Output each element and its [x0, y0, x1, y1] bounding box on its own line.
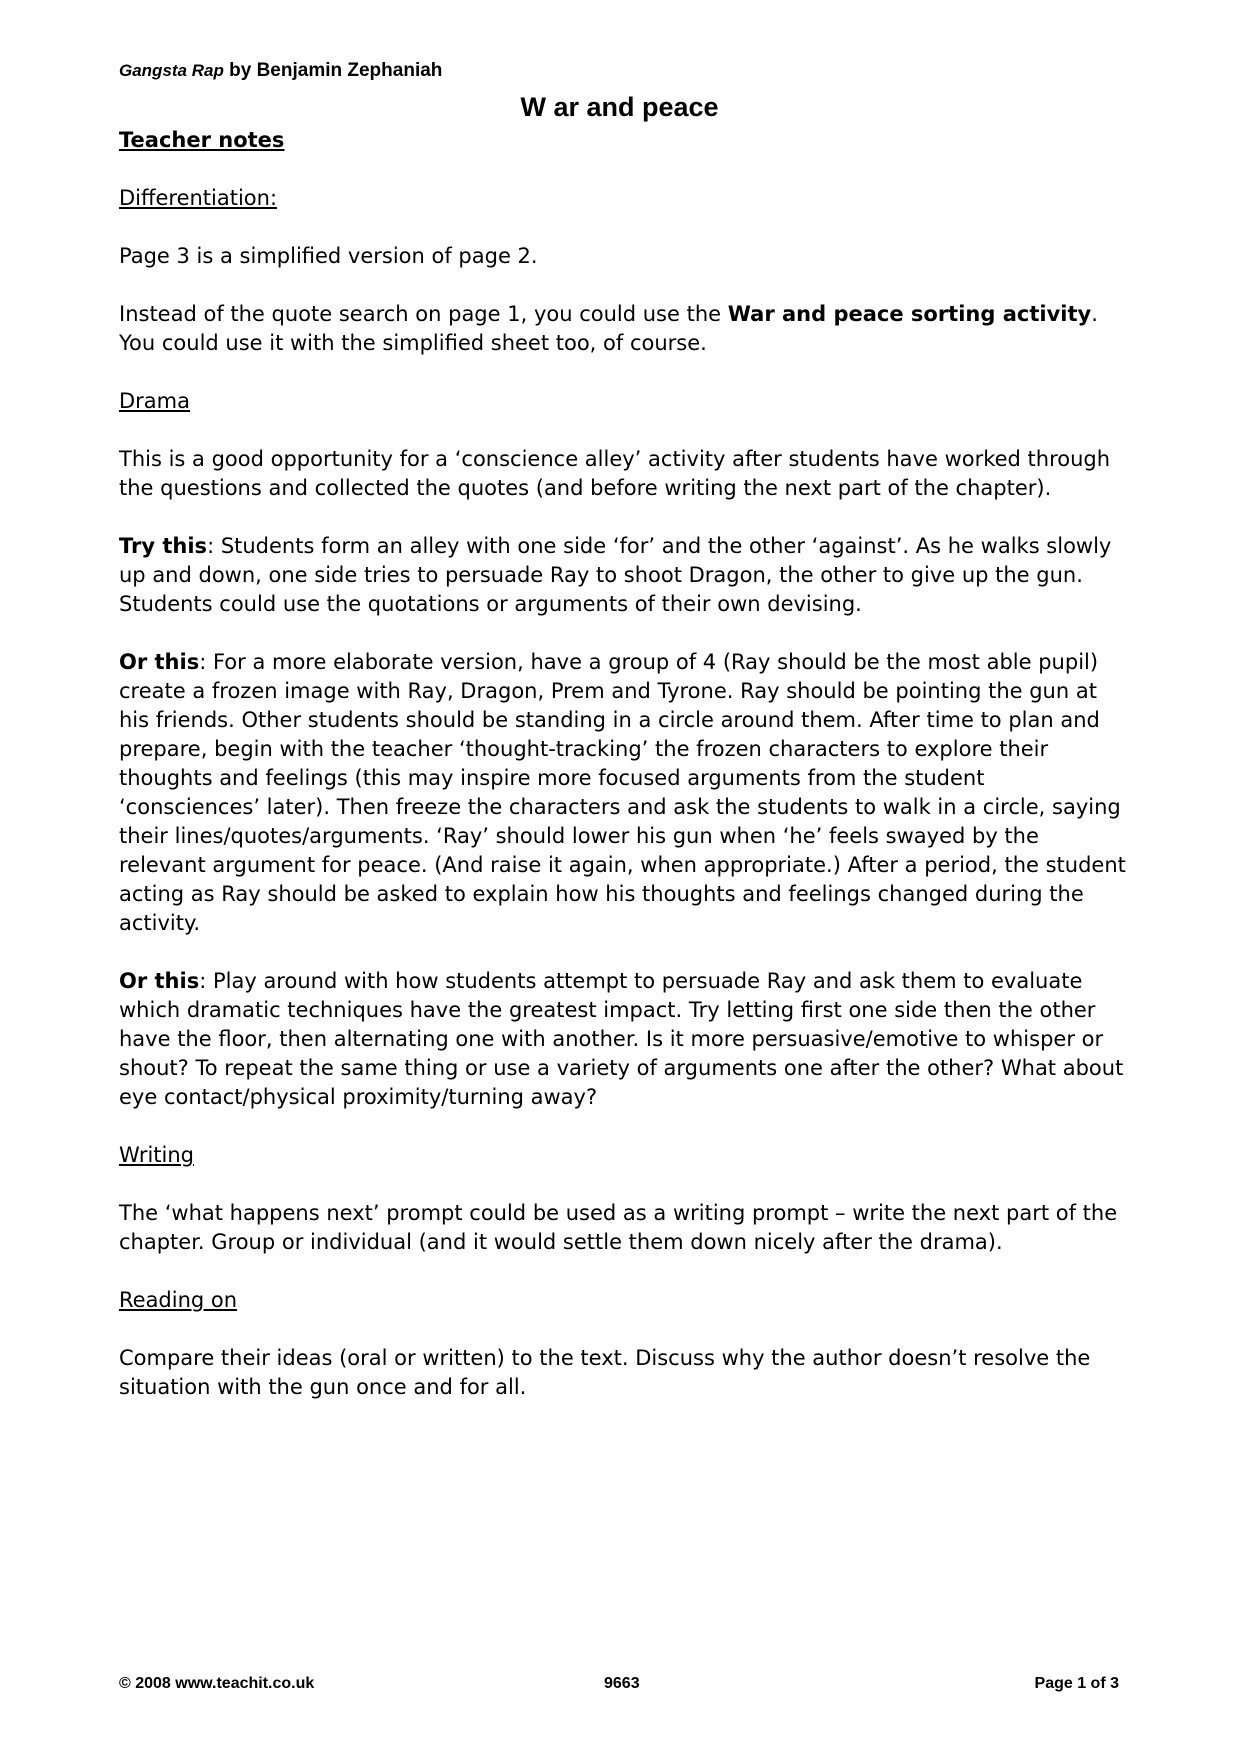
try-this-paragraph [119, 532, 1129, 619]
or-this-paragraph-1 [119, 648, 1129, 938]
book-title: Gangsta Rap [119, 61, 224, 80]
running-header [119, 60, 442, 82]
teacher-notes-heading: Teacher notes [119, 128, 285, 152]
page-title-text: W ar and peace [520, 92, 719, 122]
differentiation-heading: Differentiation: [119, 186, 278, 210]
writing-paragraph: The ‘what happens next’ prompt could be used as a writing prompt – write the next part of the chapter. Group or individual (and it would settle them down nicely after the drama). [119, 1201, 1118, 1254]
author-byline: by Benjamin Zephaniah [223, 60, 443, 81]
reading-on-heading: Reading on [119, 1288, 238, 1312]
try-this-text: : Students form an alley with one side ‘for’ and the other ‘against’. As he walks slowly up and down, one side tries to persuade Ray to shoot Dragon, the other to give up the gun. Students could use the quotations or arguments of their own devising. [119, 534, 1112, 616]
reading-on-paragraph: Compare their ideas (oral or written) to the text. Discuss why the author doesn’t resolve the situation with the gun once and for all. [119, 1346, 1091, 1399]
main-content [119, 126, 1129, 1431]
footer-copyright: © 2008 www.teachit.co.uk [119, 1675, 315, 1692]
drama-paragraph-1: This is a good opportunity for a ‘conscience alley’ activity after students have worked through the questions and collected the quotes (and before writing the next part of the chapter). [119, 447, 1111, 500]
or-this-text-2: : Play around with how students attempt to persuade Ray and ask them to evaluate which dramatic techniques have the greatest impact. Try letting first one side then the other have the floor, then alternating one with another. Is it more persuasive/emotive to whisper or shout? To repeat the same thing or use a variety of arguments one after the other? What about eye contact/physical proximity/turning away? [119, 969, 1124, 1109]
writing-heading: Writing [119, 1143, 194, 1167]
or-this-label-2: Or this [119, 969, 200, 993]
differentiation-text-before: Instead of the quote search on page 1, you could use the [119, 302, 728, 326]
differentiation-paragraph-2 [119, 300, 1129, 358]
or-this-text-1: : For a more elaborate version, have a group of 4 (Ray should be the most able pupil) create a frozen image with Ray, Dragon, Prem and Tyrone. Ray should be pointing the gun at his friends. Other students should be standing in a circle around them. After time to plan and prepare, begin with the teacher ‘thought-tracking’ the frozen characters to explore their thoughts and feelings (this may inspire more focused arguments from the student ‘consciences’ later). Then freeze the characters and ask the students to walk in a circle, saying their lines/quotes/arguments. ‘Ray’ should lower his gun when ‘he’ feels swayed by the relevant argument for peace. (And raise it again, when appropriate.) After a period, the student acting as Ray should be asked to explain how his thoughts and feelings changed during the activity. [119, 650, 1126, 935]
footer-resource-code: 9663 [604, 1675, 640, 1692]
or-this-paragraph-2 [119, 967, 1129, 1112]
sorting-activity-reference: War and peace sorting activity [727, 302, 1092, 326]
try-this-label: Try this [119, 534, 208, 558]
or-this-label-1: Or this [119, 650, 200, 674]
drama-heading: Drama [119, 389, 190, 413]
page-title [0, 92, 1239, 123]
page-footer [119, 1675, 1119, 1699]
footer-page-number: Page 1 of 3 [1034, 1675, 1119, 1692]
differentiation-text-after: . You could use it with the simplified sheet too, of course. [119, 302, 1098, 355]
differentiation-paragraph-1: Page 3 is a simplified version of page 2. [119, 244, 538, 268]
